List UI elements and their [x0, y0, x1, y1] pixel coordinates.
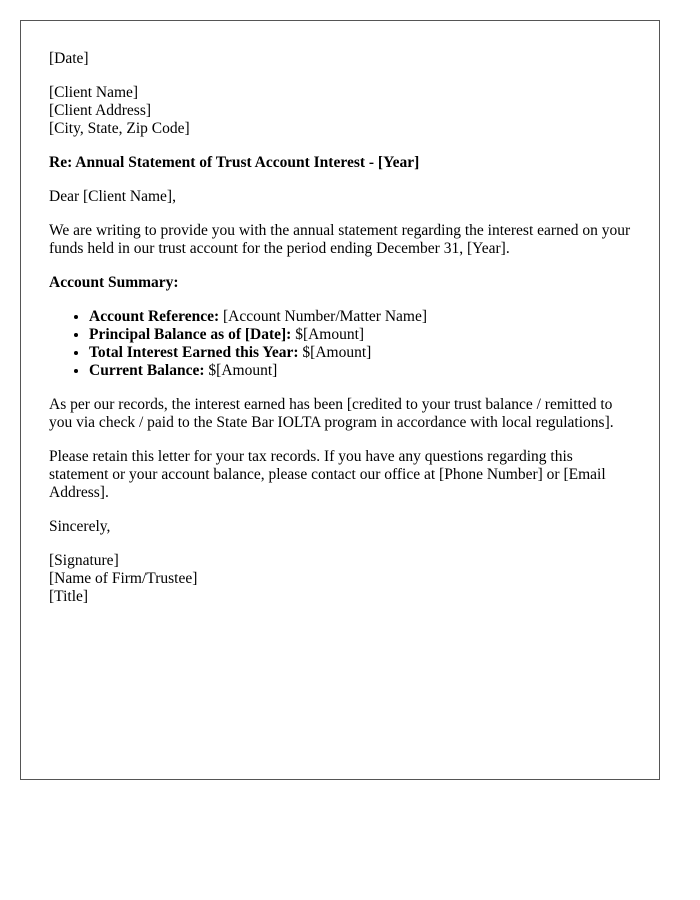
- signature-placeholder: [Signature]: [49, 552, 119, 569]
- summary-item-current-balance: [89, 362, 631, 380]
- summary-item-value: $[Amount]: [204, 362, 278, 379]
- retain-paragraph: Please retain this letter for your tax records. If you have any questions regarding this statement or your account balance, please contact our office at [Phone Number] or [Email Address].: [49, 448, 606, 501]
- salutation: Dear [Client Name],: [49, 188, 176, 205]
- letter-subject: Re: Annual Statement of Trust Account Interest - [Year]: [49, 154, 420, 171]
- recipient-name: [Client Name]: [49, 84, 139, 101]
- letter-date: [Date]: [49, 50, 89, 67]
- records-paragraph: As per our records, the interest earned has been [credited to your trust balance / remitted to you via check / paid to the State Bar IOLTA program in accordance with local regulations].: [49, 396, 614, 431]
- summary-item-label: Total Interest Earned this Year:: [89, 344, 299, 361]
- recipient-address-block: [49, 84, 631, 138]
- signature-block: [49, 552, 631, 606]
- summary-item-label: Current Balance:: [89, 362, 205, 379]
- account-summary-heading: Account Summary:: [49, 274, 179, 291]
- firm-name: [Name of Firm/Trustee]: [49, 570, 198, 587]
- account-summary-list: [49, 308, 631, 380]
- summary-item-value: [Account Number/Matter Name]: [219, 308, 428, 325]
- summary-item-principal-balance: [89, 326, 631, 344]
- intro-paragraph: We are writing to provide you with the annual statement regarding the interest earned on your funds held in our trust account for the period ending December 31, [Year].: [49, 222, 631, 257]
- closing: Sincerely,: [49, 518, 111, 535]
- recipient-city-state-zip: [City, State, Zip Code]: [49, 120, 190, 137]
- summary-item-total-interest: [89, 344, 631, 362]
- letter-page: [20, 20, 660, 780]
- recipient-address: [Client Address]: [49, 102, 152, 119]
- summary-item-label: Account Reference:: [89, 308, 220, 325]
- summary-item-label: Principal Balance as of [Date]:: [89, 326, 292, 343]
- signer-title: [Title]: [49, 588, 89, 605]
- summary-item-value: $[Amount]: [291, 326, 365, 343]
- summary-item-account-reference: [89, 308, 631, 326]
- summary-item-value: $[Amount]: [298, 344, 372, 361]
